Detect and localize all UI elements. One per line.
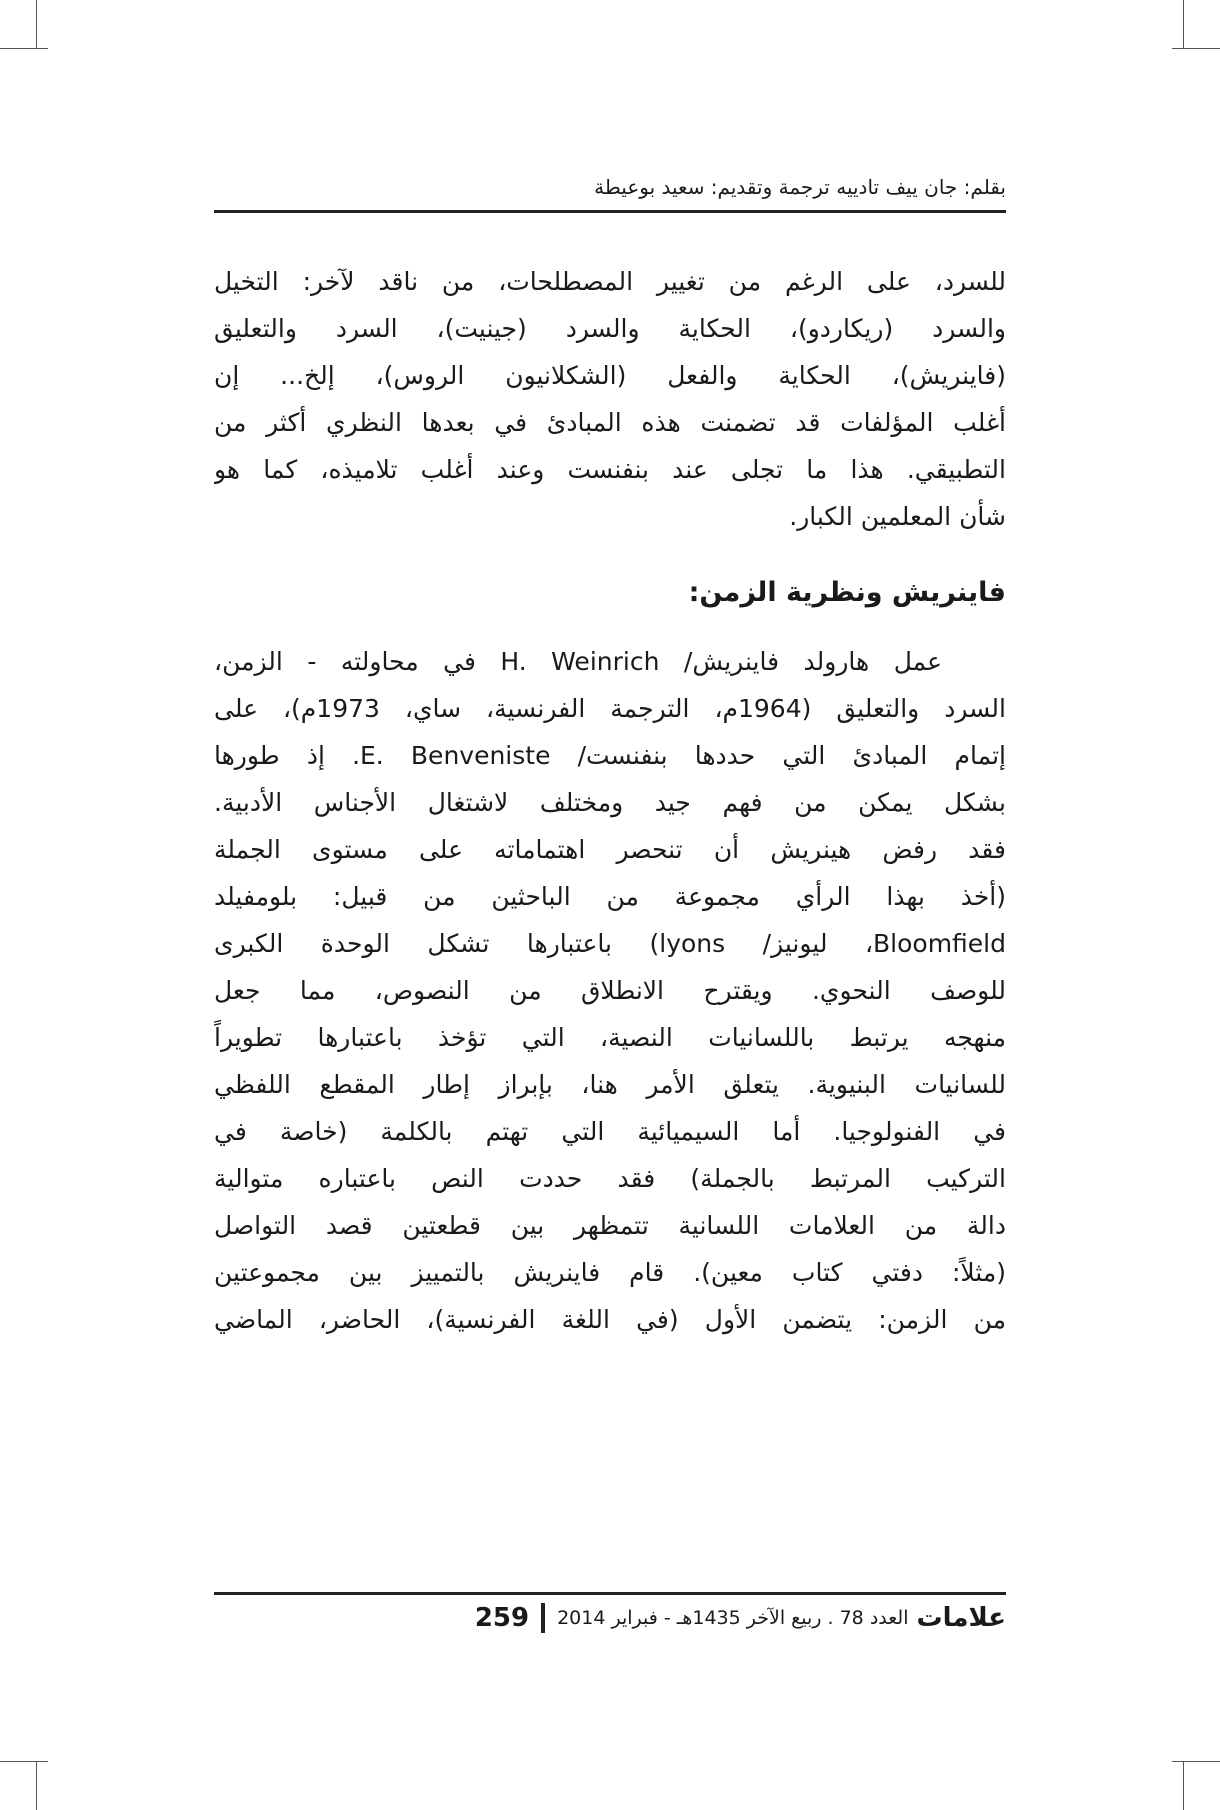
crop-mark [1172, 1761, 1220, 1762]
text-line: للسرد، على الرغم من تغيير المصطلحات، من ناقد لآخر: التخيل [214, 267, 1006, 296]
page-number: 259 [474, 1603, 530, 1633]
footer-rule [214, 1592, 1006, 1595]
running-head: بقلم: جان ييف تادييه ترجمة وتقديم: سعيد بوعيطة [594, 175, 1006, 199]
journal-name: علامات [916, 1603, 1006, 1633]
page-footer [214, 1598, 1006, 1638]
text-line: (أخذ بهذا الرأي مجموعة من الباحثين من قبيل: بلومفيلد [214, 882, 1006, 911]
text-line: بشكل يمكن من فهم جيد ومختلف لاشتغال الأجناس الأدبية. [214, 788, 1006, 817]
text-line: من الزمن: يتضمن الأول (في اللغة الفرنسية)، الحاضر، الماضي [214, 1305, 1006, 1334]
text-line: (مثلاً: دفتي كتاب معين). قام فاينريش بالتمييز بين مجموعتين [214, 1258, 1006, 1287]
section-heading: فاينريش ونظرية الزمن: [688, 577, 1006, 608]
footer-separator [541, 1603, 545, 1633]
crop-mark [36, 0, 37, 48]
text-line: إتمام المبادئ التي حددها بنفنست/ E. Benveniste. إذ طورها [214, 741, 1006, 770]
text-line: التطبيقي. هذا ما تجلى عند بنفنست وعند أغلب تلاميذه، كما هو [214, 455, 1006, 484]
text-line: والسرد (ريكاردو)، الحكاية والسرد (جينيت)، السرد والتعليق [214, 314, 1006, 343]
text-line: للوصف النحوي. ويقترح الانطلاق من النصوص، مما جعل [214, 976, 1006, 1005]
crop-mark [1172, 48, 1220, 49]
text-line: أغلب المؤلفات قد تضمنت هذه المبادئ في بعدها النظري أكثر من [214, 408, 1006, 437]
crop-mark [36, 1762, 37, 1810]
crop-mark [1183, 1762, 1184, 1810]
body-text [214, 258, 1006, 1343]
text-line: (فاينريش)، الحكاية والفعل (الشكلانيون الروس)، إلخ... إن [214, 361, 1006, 390]
text-line: التركيب المرتبط بالجملة) فقد حددت النص باعتباره متوالية [214, 1164, 1006, 1193]
text-line: شأن المعلمين الكبار. [789, 502, 1006, 531]
text-line: عمل هارولد فاينريش/ H. Weinrich في محاولته - الزمن، [214, 647, 943, 676]
crop-mark [1183, 0, 1184, 48]
text-line: السرد والتعليق (1964م، الترجمة الفرنسية، ساي، 1973م)، على [214, 694, 1006, 723]
header-rule [214, 210, 1006, 213]
text-line: في الفنولوجيا. أما السيميائية التي تهتم بالكلمة (خاصة في [214, 1117, 1006, 1146]
text-line: فقد رفض هينريش أن تنحصر اهتماماته على مستوى الجملة [214, 835, 1006, 864]
text-line: للسانيات البنيوية. يتعلق الأمر هنا، بإبراز إطار المقطع اللفظي [214, 1070, 1006, 1099]
text-line: Bloomfield، ليونيز/ lyons) باعتبارها تشكل الوحدة الكبرى [214, 929, 1006, 958]
text-line: منهجه يرتبط باللسانيات النصية، التي تؤخذ باعتبارها تطويراً [214, 1023, 1006, 1052]
issue-info: العدد 78 . ربيع الآخر 1435هـ - فبراير 2014 [557, 1607, 909, 1629]
crop-mark [0, 48, 48, 49]
crop-mark [0, 1761, 48, 1762]
text-line: دالة من العلامات اللسانية تتمظهر بين قطعتين قصد التواصل [214, 1211, 1006, 1240]
